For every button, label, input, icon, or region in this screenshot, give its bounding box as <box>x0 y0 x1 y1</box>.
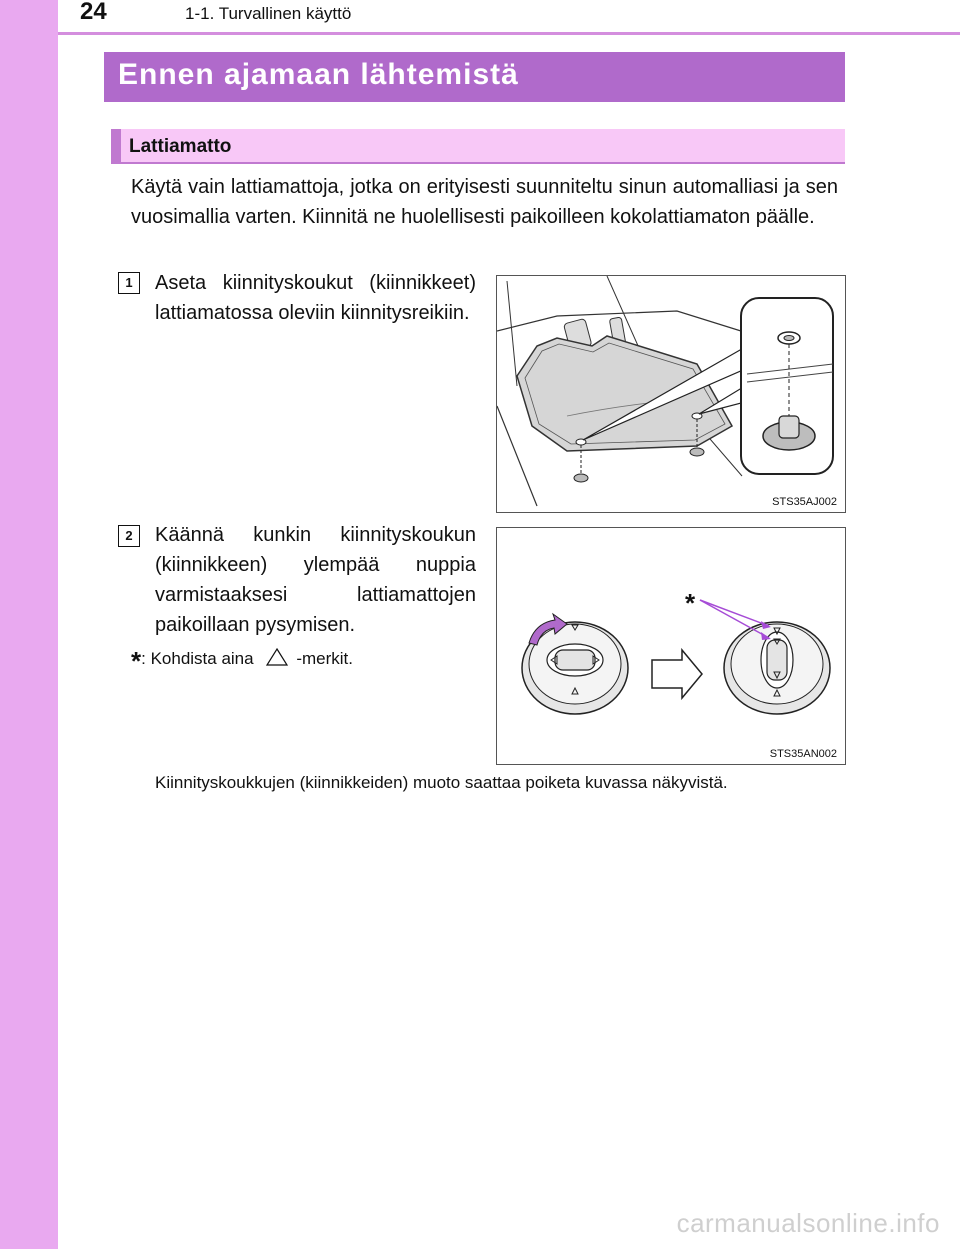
section-marker <box>111 129 121 164</box>
note-suffix: -merkit. <box>296 649 353 668</box>
step-1-number: 1 <box>118 272 140 294</box>
header-divider <box>58 32 960 35</box>
svg-text:*: * <box>685 588 696 618</box>
page-title: Ennen ajamaan lähtemistä <box>118 58 519 91</box>
figure-floor-mat-hooks <box>496 275 846 513</box>
step-2-text: Käännä kunkin kiinnityskoukun (kiinnikkeen) ylempää nuppia varmistaaksesi lattiamattojen paikoillaan pysymisen. <box>155 524 476 636</box>
chapter-title: 1-1. Turvallinen käyttö <box>185 4 352 23</box>
intro-paragraph: Käytä vain lattiamattoja, jotka on erityisesti suunniteltu sinun automalliasi ja sen vuosimallia varten. Kiinnitä ne huolellisesti paikoilleen kokolattiamaton päälle. <box>131 176 838 228</box>
page-number: 24 <box>80 0 107 25</box>
footnote: Kiinnityskoukkujen (kiinnikkeiden) muoto saattaa poiketa kuvassa näkyvistä. <box>155 773 728 792</box>
note-asterisk: * <box>131 646 142 676</box>
step-2-number: 2 <box>118 525 140 547</box>
step-1-text: Aseta kiinnityskoukut (kiinnikkeet) lattiamatossa oleviin kiinnitysreikiin. <box>155 272 476 324</box>
note-align-marks <box>131 646 353 677</box>
note-prefix: : Kohdista aina <box>141 649 254 668</box>
triangle-mark-icon <box>264 647 290 667</box>
figure-rotate-knob <box>496 527 846 765</box>
figure-2-code: STS35AN002 <box>769 748 837 760</box>
watermark: carmanualsonline.info <box>676 1208 940 1238</box>
section-heading: Lattiamatto <box>129 136 232 157</box>
figure-1-code: STS35AJ002 <box>772 496 837 508</box>
floor-mat-illustration <box>497 276 845 512</box>
side-strip <box>0 0 58 1249</box>
rotate-knob-illustration <box>497 528 845 764</box>
